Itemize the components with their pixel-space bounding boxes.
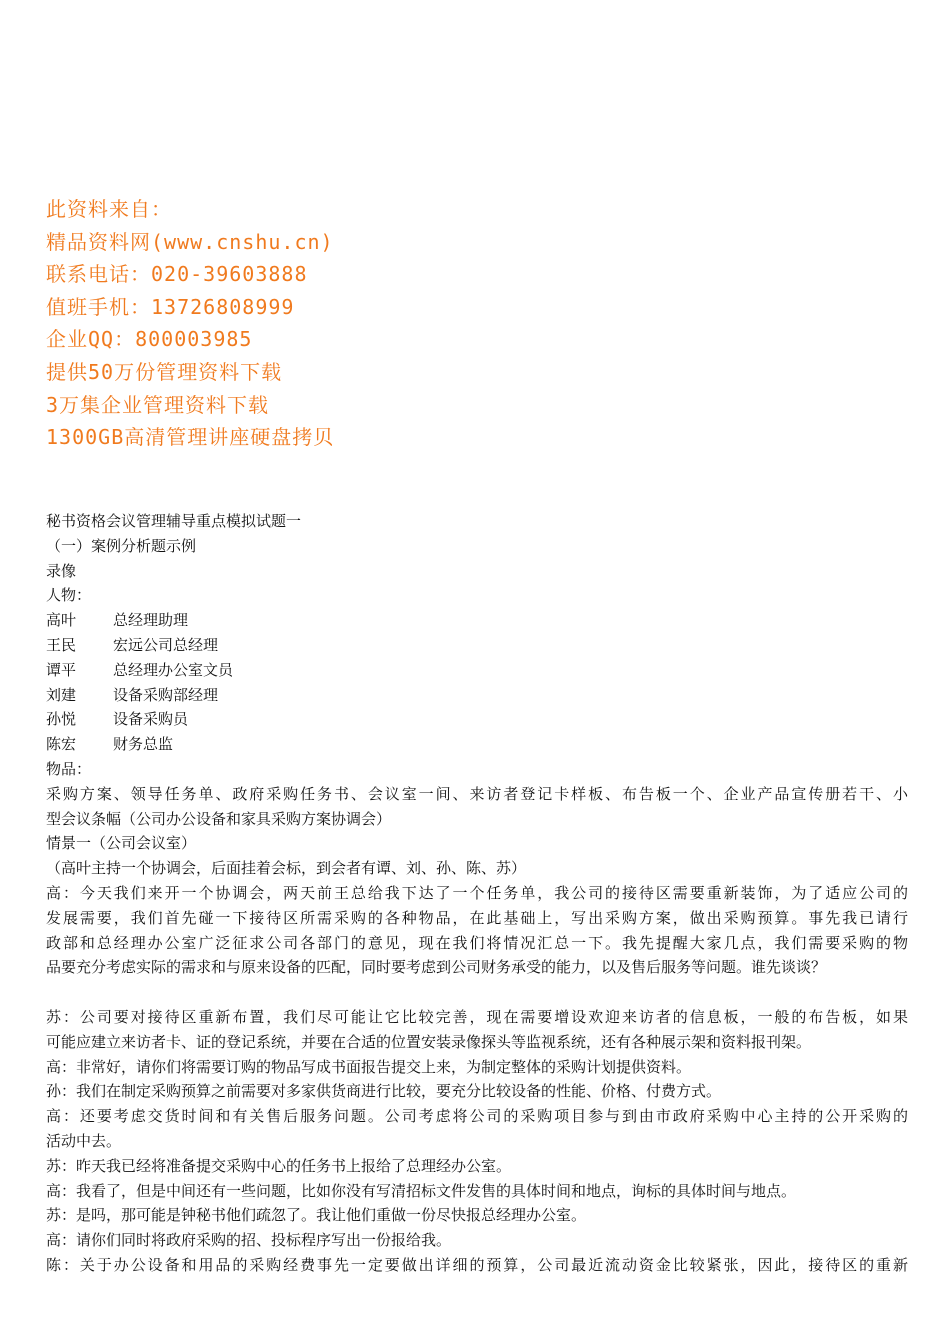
document-body: [46, 509, 908, 1278]
dialog-line: 品要充分考虑实际的需求和与原来设备的匹配，同时要考虑到公司财务承受的能力，以及售后服务等问题。谁先谈谈？: [46, 958, 827, 977]
person-row: [46, 732, 908, 757]
promo-offer-line: 提供50万份管理资料下载: [46, 359, 283, 384]
scene-note: （高叶主持一个协调会，后面挂着会标，到会者有谭、刘、孙、陈、苏）: [46, 859, 527, 878]
person-role: 总经理助理: [113, 611, 189, 630]
people-label: 人物：: [46, 586, 92, 605]
document-title: 秘书资格会议管理辅导重点模拟试题一: [46, 512, 302, 530]
promo-phone-line: 联系电话：020-39603888: [46, 262, 308, 287]
person-role: 设备采购部经理: [113, 685, 219, 704]
dialog-line: 苏：是吗，那可能是钟秘书他们疏忽了。我让他们重做一份尽快报总经理办公室。: [46, 1206, 587, 1225]
dialog-line: 可能应建立来访者卡、证的登记系统，并要在合适的位置安装录像探头等监视系统，还有各种展示架和资料报刊架。: [46, 1032, 812, 1051]
dialog-line: 孙：我们在制定采购预算之前需要对多家供货商进行比较，要充分比较设备的性能、价格、付费方式。: [46, 1082, 722, 1101]
promo-mobile-line: 值班手机：13726808999: [46, 294, 295, 319]
promo-qq-line: 企业QQ：800003985: [46, 327, 253, 352]
person-row: [46, 683, 908, 708]
items-label: 物品：: [46, 759, 92, 778]
dialog-line: 苏：公司要对接待区重新布置，我们尽可能让它比较完善，现在需要增设欢迎来访者的信息板，一般的布告板，如果: [46, 1007, 908, 1026]
dialog-line: 高：还要考虑交货时间和有关售后服务问题。公司考虑将公司的采购项目参与到由市政府采购中心主持的公开采购的: [46, 1107, 908, 1126]
person-name: 陈宏: [46, 735, 77, 754]
person-role: 宏远公司总经理: [113, 635, 219, 654]
dialog-line: 苏：昨天我已经将准备提交采购中心的任务书上报给了总理经办公室。: [46, 1156, 512, 1175]
person-name: 谭平: [46, 660, 77, 679]
dialog-line: 高：我看了，但是中间还有一些问题，比如你没有写清招标文件发售的具体时间和地点，询标的具体时间与地点。: [46, 1181, 797, 1200]
person-name: 孙悦: [46, 710, 77, 729]
dialog-line: 高：请你们同时将政府采购的招、投标程序写出一份报给我。: [46, 1231, 452, 1250]
section-subtitle: （一）案例分析题示例: [46, 536, 197, 555]
promo-offer-line: 3万集企业管理资料下载: [46, 392, 270, 417]
dialog-line: 发展需要，我们首先碰一下接待区所需采购的各种物品，在此基础上，写出采购方案，做出采购预算。事先我已请行: [46, 908, 908, 927]
video-label: 录像: [46, 561, 77, 580]
dialog-line: 高：今天我们来开一个协调会，两天前王总给我下达了一个任务单，我公司的接待区需要重新装饰，为了适应公司的: [46, 883, 908, 902]
person-name: 王民: [46, 635, 77, 654]
person-role: 设备采购员: [113, 710, 189, 729]
dialog-line: 高：非常好，请你们将需要订购的物品写成书面报告提交上来，为制定整体的采购计划提供资料。: [46, 1057, 692, 1076]
blank-line: [46, 980, 908, 1005]
person-row: [46, 707, 908, 732]
person-row: [46, 633, 908, 658]
promo-offer-line: 1300GB高清管理讲座硬盘拷贝: [46, 425, 335, 450]
person-name: 高叶: [46, 611, 77, 630]
dialog-line: 活动中去。: [46, 1131, 122, 1150]
dialog-line: 政部和总经理办公室广泛征求公司各部门的意见，现在我们将情况汇总一下。我先提醒大家几点，我们需要采购的物: [46, 933, 908, 952]
person-row: [46, 658, 908, 683]
person-role: 总经理办公室文员: [113, 660, 234, 679]
items-text-line: 采购方案、领导任务单、政府采购任务书、会议室一间、来访者登记卡样板、布告板一个、企业产品宣传册若干、小: [46, 784, 908, 803]
person-name: 刘建: [46, 685, 77, 704]
dialog-line: 陈：关于办公设备和用品的采购经费事先一定要做出详细的预算，公司最近流动资金比较紧张，因此，接待区的重新: [46, 1255, 908, 1274]
promo-block: [46, 193, 906, 454]
promo-site-line: 精品资料网(www.cnshu.cn): [46, 229, 334, 254]
scene-heading: 情景一（公司会议室）: [46, 834, 197, 853]
promo-source-line: 此资料来自：: [46, 197, 172, 221]
items-text-line: 型会议条幅（公司办公设备和家具采购方案协调会）: [46, 809, 392, 828]
person-row: [46, 608, 908, 633]
person-role: 财务总监: [113, 735, 174, 754]
